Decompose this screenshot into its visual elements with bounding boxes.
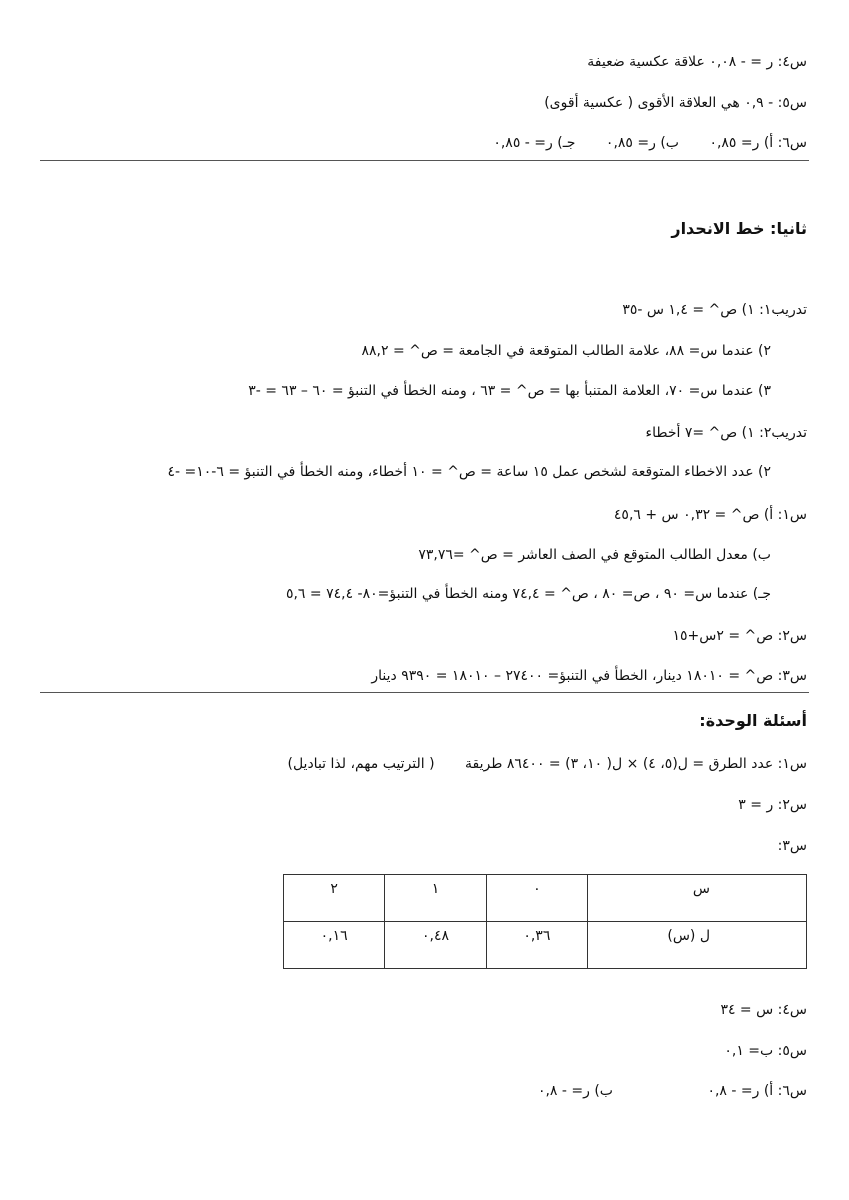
table-cell: ١ bbox=[385, 875, 486, 922]
section-divider bbox=[40, 692, 809, 693]
answer-q5-strongest: س٥: - ٠,٩ هي العلاقة الأقوى ( عكسية أقوى) bbox=[544, 95, 807, 111]
answer-q4-correlation: س٤: ر = - ٠,٠٨ علاقة عكسية ضعيفة bbox=[587, 54, 807, 70]
regression-line: تدريب١: ١) ص^ = ١,٤ س -٣٥ bbox=[622, 302, 807, 318]
table-cell: ٠,٤٨ bbox=[385, 922, 486, 969]
unit-questions-title: أسئلة الوحدة: bbox=[699, 711, 807, 730]
section-title-regression: ثانيا: خط الانحدار bbox=[671, 219, 807, 238]
regression-line: س٣: ص^ = ١٨٠١٠ دينار، الخطأ في التنبؤ= ٢٧٤٠٠ – ١٨٠١٠ = ٩٣٩٠ دينار bbox=[371, 668, 807, 684]
answer-q6-label: س٦: bbox=[777, 135, 807, 151]
answer-q6-b: ب) ر= ٠,٨٥ bbox=[605, 135, 679, 151]
regression-line: ٣) عندما س= ٧٠، العلامة المتنبأ بها = ص^ = ٦٣ ، ومنه الخطأ في التنبؤ = ٦٠ – ٦٣ = -٣ bbox=[248, 383, 771, 399]
unit-q5: س٥: ب= ٠,١ bbox=[724, 1043, 807, 1059]
table-cell: ٢ bbox=[284, 875, 385, 922]
answer-q6-c: جـ) ر= - ٠,٨٥ bbox=[493, 135, 576, 151]
unit-q3: س٣: bbox=[777, 838, 807, 854]
answer-q6-a: أ) ر= ٠,٨٥ bbox=[709, 135, 774, 151]
unit-q1 bbox=[287, 754, 807, 774]
table-cell: ٠,٣٦ bbox=[486, 922, 587, 969]
unit-q4: س٤: س = ٣٤ bbox=[720, 1002, 807, 1018]
regression-line: جـ) عندما س= ٩٠ ، ص= ٨٠ ، ص^ = ٧٤,٤ ومنه الخطأ في التنبؤ=٨٠- ٧٤,٤ = ٥,٦ bbox=[285, 586, 771, 602]
regression-line: ٢) عدد الاخطاء المتوقعة لشخص عمل ١٥ ساعة = ص^ = ١٠ أخطاء، ومنه الخطأ في التنبؤ = ٦-١٠= -٤ bbox=[167, 464, 771, 480]
regression-line: ٢) عندما س= ٨٨، علامة الطالب المتوقعة في الجامعة = ص^ = ٨٨,٢ bbox=[361, 343, 771, 359]
answer-q6-options bbox=[493, 133, 807, 153]
unit-q1-text: س١: عدد الطرق = ل(٥، ٤) × ل( ١٠، ٣) = ٨٦٤٠٠ طريقة bbox=[465, 756, 807, 772]
table-row bbox=[284, 875, 807, 922]
unit-q6-b: ب) ر= - ٠,٨ bbox=[537, 1083, 613, 1099]
unit-q6-a: أ) ر= - ٠,٨ bbox=[707, 1083, 774, 1099]
unit-q6 bbox=[538, 1081, 807, 1101]
regression-line: س٢: ص^ = ٢س+١٥ bbox=[672, 628, 807, 644]
table-cell: ٠ bbox=[486, 875, 587, 922]
section-divider bbox=[40, 160, 809, 161]
unit-q2: س٢: ر = ٣ bbox=[738, 797, 807, 813]
probability-table bbox=[283, 874, 807, 969]
table-cell: س bbox=[588, 875, 807, 922]
unit-q1-note: ( الترتيب مهم، لذا تباديل) bbox=[287, 756, 435, 772]
regression-line: س١: أ) ص^ = ٠,٣٢ س + ٤٥,٦ bbox=[613, 507, 807, 523]
table-row bbox=[284, 922, 807, 969]
table-cell: ل (س) bbox=[588, 922, 807, 969]
regression-line: ب) معدل الطالب المتوقع في الصف العاشر = ص^ =٧٣,٧٦ bbox=[418, 547, 771, 563]
unit-q6-label: س٦: bbox=[777, 1083, 807, 1099]
table-cell: ٠,١٦ bbox=[284, 922, 385, 969]
regression-line: تدريب٢: ١) ص^ =٧ أخطاء bbox=[645, 425, 807, 441]
